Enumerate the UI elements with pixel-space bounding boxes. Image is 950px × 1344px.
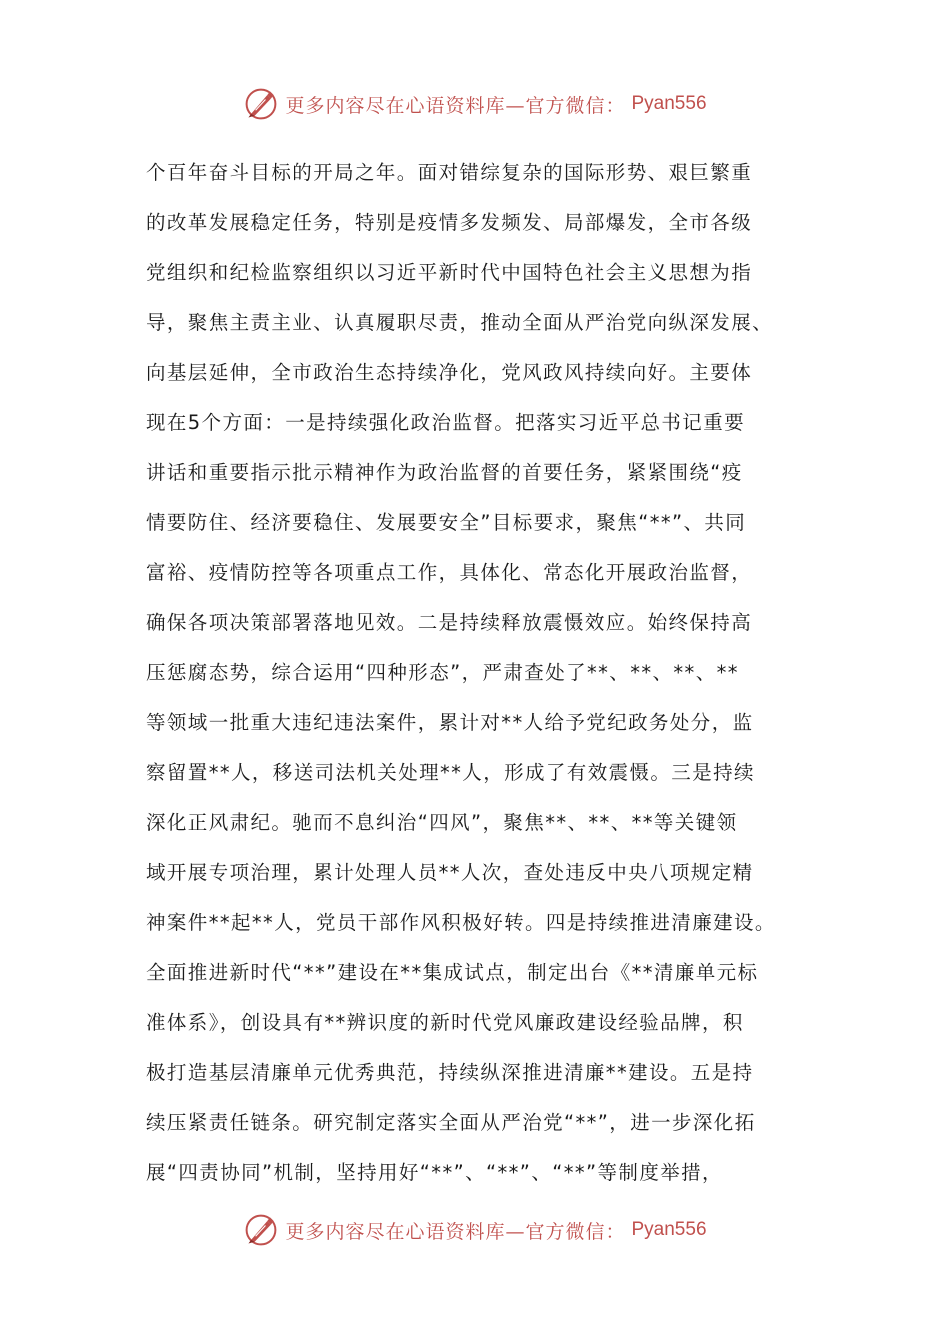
- body-line: 现在5个方面：一是持续强化政治监督。把落实习近平总书记重要: [146, 411, 746, 434]
- body-line: 向基层延伸，全市政治生态持续净化，党风政风持续向好。主要体: [146, 361, 753, 384]
- body-line: 神案件**起**人，党员干部作风积极好转。四是持续推进清廉建设。: [146, 911, 776, 934]
- pen-nib-logo-icon: [243, 86, 279, 122]
- body-line: 情要防住、经济要稳住、发展要安全”目标要求，聚焦“**”、共同: [146, 511, 747, 534]
- watermark-wechat-id: Pyan556: [631, 1219, 707, 1240]
- footer-watermark-content: [243, 1212, 706, 1248]
- body-line: 察留置**人，移送司法机关处理**人，形成了有效震慑。三是持续: [146, 761, 755, 784]
- watermark-text: 更多内容尽在心语资料库—官方微信：: [285, 94, 626, 117]
- body-line: 等领域一批重大违纪违法案件，累计对**人给予党纪政务处分，监: [146, 711, 754, 734]
- watermark-wechat-id: Pyan556: [631, 93, 707, 114]
- document-body: [146, 148, 810, 1198]
- body-line: 续压紧责任链条。研究制定落实全面从严治党“**”，进一步深化拓: [146, 1111, 756, 1134]
- body-line: 的改革发展稳定任务，特别是疫情多发频发、局部爆发，全市各级: [146, 211, 753, 234]
- body-line: 域开展专项治理，累计处理人员**人次，查处违反中央八项规定精: [146, 861, 754, 884]
- watermark-text: 更多内容尽在心语资料库—官方微信：: [285, 1220, 626, 1243]
- body-line: 讲话和重要指示批示精神作为政治监督的首要任务，紧紧围绕“疫: [146, 461, 743, 484]
- body-line: 个百年奋斗目标的开局之年。面对错综复杂的国际形势、艰巨繁重: [146, 161, 753, 184]
- body-line: 深化正风肃纪。驰而不息纠治“四风”，聚焦**、**、**等关键领: [146, 811, 738, 834]
- footer-watermark: [0, 1210, 950, 1250]
- body-line: 全面推进新时代“**”建设在**集成试点，制定出台《**清廉单元标: [146, 961, 759, 984]
- body-line: 压惩腐态势，综合运用“四种形态”，严肃查处了**、**、**、**: [146, 661, 739, 684]
- body-line: 准体系》，创设具有**辨识度的新时代党风廉政建设经验品牌，积: [146, 1011, 744, 1034]
- body-line: 党组织和纪检监察组织以习近平新时代中国特色社会主义思想为指: [146, 261, 753, 284]
- body-line: 极打造基层清廉单元优秀典范，持续纵深推进清廉**建设。五是持: [146, 1061, 754, 1084]
- body-line: 导，聚焦主责主业、认真履职尽责，推动全面从严治党向纵深发展、: [146, 311, 774, 334]
- pen-nib-logo-icon: [243, 1212, 279, 1248]
- body-line: 确保各项决策部署落地见效。二是持续释放震慑效应。始终保持高: [146, 611, 753, 634]
- header-watermark-content: [243, 86, 706, 122]
- body-line: 展“四责协同”机制，坚持用好“**”、“**”、“**”等制度举措，: [146, 1161, 723, 1184]
- body-line: 富裕、疫情防控等各项重点工作，具体化、常态化开展政治监督，: [146, 561, 753, 584]
- header-watermark: [0, 84, 950, 124]
